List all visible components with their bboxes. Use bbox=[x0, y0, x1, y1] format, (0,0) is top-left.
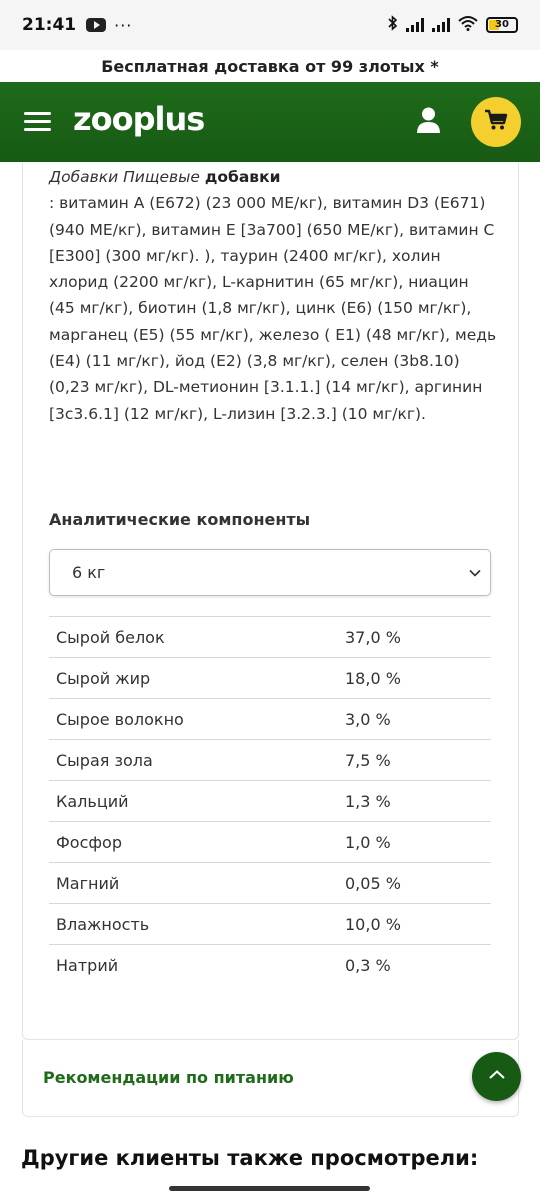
table-row bbox=[49, 617, 491, 658]
table-row bbox=[49, 863, 491, 904]
component-value: 1,3 % bbox=[345, 791, 391, 811]
signal-icon-2 bbox=[432, 18, 450, 32]
bluetooth-icon bbox=[388, 15, 398, 35]
feeding-recommendations-toggle[interactable]: Рекомендации по питанию bbox=[43, 1068, 294, 1087]
component-value: 18,0 % bbox=[345, 668, 401, 688]
component-name: Фосфор bbox=[56, 832, 122, 852]
status-bar bbox=[0, 0, 540, 50]
component-value: 1,0 % bbox=[345, 832, 391, 852]
home-indicator[interactable] bbox=[169, 1186, 370, 1191]
component-value: 10,0 % bbox=[345, 914, 401, 934]
more-notifications-icon: ··· bbox=[114, 15, 133, 35]
analytical-components-title: Аналитические компоненты bbox=[49, 510, 311, 529]
scroll-to-top-button[interactable] bbox=[472, 1052, 521, 1101]
component-value: 0,3 % bbox=[345, 956, 391, 975]
component-name: Влажность bbox=[56, 914, 150, 934]
package-size-select[interactable] bbox=[49, 549, 491, 596]
table-row bbox=[49, 904, 491, 945]
free-delivery-banner[interactable]: Бесплатная доставка от 99 злотых * bbox=[0, 50, 540, 82]
youtube-notification-icon bbox=[86, 18, 106, 32]
chevron-down-icon bbox=[468, 565, 482, 584]
additives-label-bold: добавки bbox=[204, 168, 281, 186]
component-name: Магний bbox=[56, 873, 120, 893]
chevron-up-icon bbox=[487, 1067, 507, 1086]
component-name: Сырая зола bbox=[56, 750, 153, 770]
status-time: 21:41 bbox=[22, 15, 77, 35]
package-size-value: 6 кг bbox=[72, 563, 106, 582]
cart-icon bbox=[484, 109, 508, 135]
component-name: Сырой белок bbox=[56, 627, 165, 647]
analytical-components-table bbox=[49, 616, 491, 986]
additives-label: Добавки Пищевые bbox=[49, 168, 200, 186]
component-name: Кальций bbox=[56, 791, 129, 811]
table-row bbox=[49, 699, 491, 740]
component-name: Натрий bbox=[56, 956, 119, 975]
signal-icon-1 bbox=[406, 18, 424, 32]
site-header bbox=[0, 82, 540, 162]
component-value: 0,05 % bbox=[345, 873, 401, 893]
component-value: 3,0 % bbox=[345, 709, 391, 729]
wifi-icon bbox=[458, 15, 478, 35]
additives-list: : витамин А (E672) (23 000 МЕ/кг), витамин D3 (E671) (940 МЕ/кг), витамин Е [3a700] (650 МЕ/кг), витамин С [E300] (300 мг/кг). ), таурин (2400 мг/кг), холин хлорид (2200 мг/кг), L-карнитин (65 мг/кг), ниацин (45 мг/кг), биотин (1,8 мг/кг), цинк (E6) (150 мг/кг), марганец (E5) (55 мг/кг), железо ( E1) (48 мг/кг), медь (E4) (11 мг/кг), йод (E2) (3,8 мг/кг), селен (3b8.10) (0,23 мг/кг), DL-метионин [3.1.1.] (14 мг/кг), аргинин [3c3.6.1] (12 мг/кг), L-лизин [3.2.3.] (10 мг/кг). bbox=[49, 194, 497, 423]
table-row bbox=[49, 658, 491, 699]
cart-button[interactable] bbox=[471, 97, 521, 147]
others-viewed-heading: Другие клиенты также просмотрели: bbox=[21, 1146, 479, 1170]
component-name: Сырое волокно bbox=[56, 709, 184, 729]
component-value: 7,5 % bbox=[345, 750, 391, 770]
additives-text bbox=[49, 164, 499, 427]
battery-icon bbox=[486, 17, 518, 33]
battery-level: 30 bbox=[495, 19, 509, 30]
table-row bbox=[49, 945, 491, 986]
table-row bbox=[49, 822, 491, 863]
component-value: 37,0 % bbox=[345, 627, 401, 647]
account-icon[interactable] bbox=[416, 106, 441, 138]
table-row bbox=[49, 740, 491, 781]
zooplus-logo[interactable]: zooplus bbox=[73, 100, 205, 138]
menu-icon[interactable] bbox=[24, 112, 51, 132]
component-name: Сырой жир bbox=[56, 668, 151, 688]
table-row bbox=[49, 781, 491, 822]
